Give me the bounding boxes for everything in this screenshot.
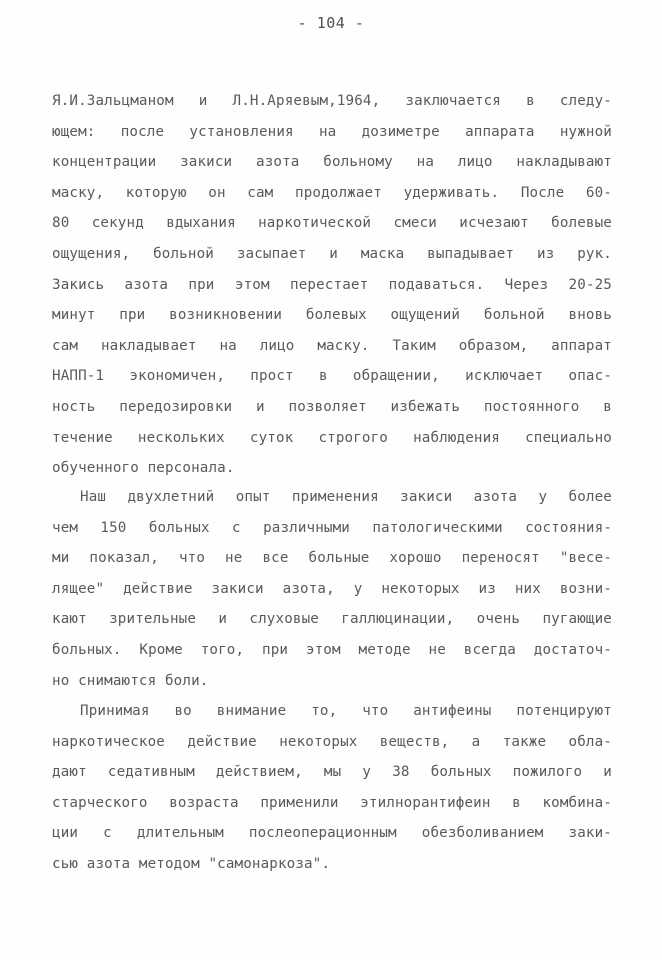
text-line: Принимая во внимание то, что антифеины потенцируют bbox=[80, 703, 612, 719]
text-line: концентрации закиси азота больному на лицо накладывают bbox=[52, 154, 612, 171]
text-line: ность передозировки и позволяет избежать постоянного в bbox=[52, 398, 612, 415]
text-line: 80 секунд вдыхания наркотической смеси исчезают болевые bbox=[52, 215, 612, 232]
text-line: Наш двухлетний опыт применения закиси азота у более bbox=[80, 489, 612, 505]
text-line: сью азота методом "самонаркоза". bbox=[52, 855, 331, 872]
page-number: - 104 - bbox=[297, 14, 365, 32]
text-line: кают зрительные и слуховые галлюцинации, очень пугающие bbox=[52, 611, 612, 628]
text-line: ющем: после установления на дозиметре аппарата нужной bbox=[52, 123, 612, 140]
text-line: минут при возникновении болевых ощущений больной вновь bbox=[52, 307, 612, 324]
text-line: наркотическое действие некоторых веществ, а также обла- bbox=[52, 733, 612, 750]
text-line: обученного персонала. bbox=[52, 460, 235, 477]
text-line: течение нескольких суток строгого наблюдения специально bbox=[52, 429, 612, 446]
paragraph-3 bbox=[52, 696, 612, 880]
text-line: Закись азота при этом перестает подаваться. Через 20-25 bbox=[52, 276, 612, 293]
text-line: сам накладывает на лицо маску. Таким образом, аппарат bbox=[52, 337, 612, 354]
text-line: лящее" действие закиси азота, у некоторых из них возни- bbox=[52, 580, 612, 597]
text-line: но снимаются боли. bbox=[52, 672, 209, 689]
text-line: ции с длительным послеоперационным обезболиванием заки- bbox=[52, 825, 612, 842]
paragraph-1 bbox=[52, 86, 612, 484]
text-line: НАПП-1 экономичен, прост в обращении, исключает опас- bbox=[52, 368, 612, 385]
text-line: чем 150 больных с различными патологическими состояния- bbox=[52, 519, 612, 536]
text-line: старческого возраста применили этилнорантифеин в комбина- bbox=[52, 794, 612, 811]
text-line: маску, которую он сам продолжает удерживать. После 60- bbox=[52, 184, 612, 201]
text-line: ми показал, что не все больные хорошо переносят "весе- bbox=[52, 550, 612, 567]
text-line: дают седативным действием, мы у 38 больных пожилого и bbox=[52, 764, 612, 781]
text-line: Я.И.Зальцманом и Л.Н.Аряевым,1964, заключается в следу- bbox=[52, 93, 612, 109]
text-line: ощущения, больной засыпает и маска выпадывает из рук. bbox=[52, 245, 612, 262]
paragraph-2 bbox=[52, 482, 612, 696]
text-line: больных. Кроме того, при этом методе не всегда достаточ- bbox=[52, 641, 612, 658]
